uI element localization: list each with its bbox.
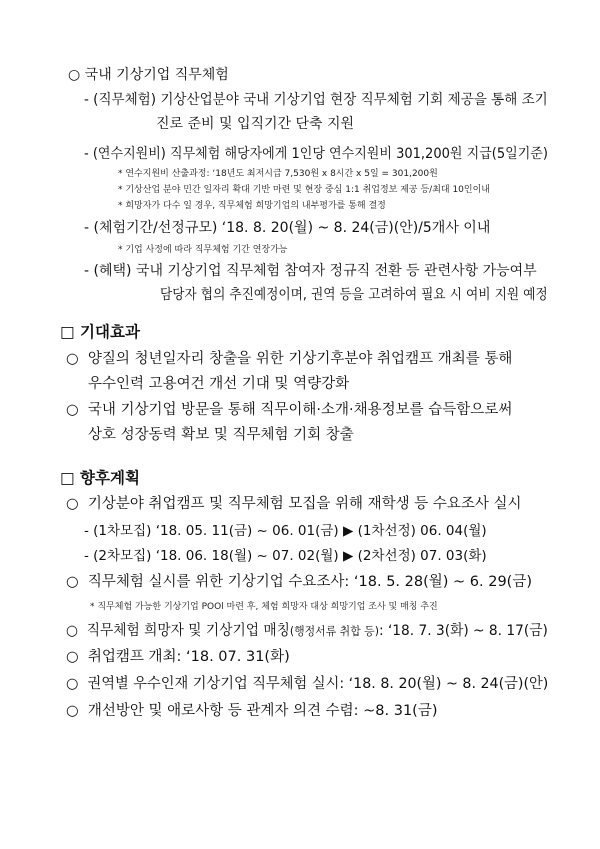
item-text: ‘18. 8. 20(월) ~ 8. 24(금)(안)/5개사 이내 — [217, 220, 491, 236]
bullet-icon: ○ — [66, 676, 79, 692]
note-selection: * 희망자가 다수 일 경우, 직무체험 희망기업의 내부평가를 통해 결정 — [118, 201, 386, 211]
item-text: 국내 기상기업 직무체험 참여자 정규직 전환 등 관련사항 가능여부 — [131, 263, 537, 279]
effect-text: 양질의 청년일자리 창출을 위한 기상기후분야 취업캠프 개최를 통해 — [87, 351, 513, 367]
item-label: - (직무체험) — [84, 92, 157, 108]
item-training-allowance — [84, 143, 548, 163]
plan-text: 취업캠프 개최: ‘18. 07. 31(화) — [87, 649, 290, 665]
effect-item-1 — [66, 347, 512, 368]
effect-item-2-cont: 상호 성장동력 확보 및 직무체험 기회 창출 — [88, 427, 354, 443]
section-3-title: □ 향후계획 — [60, 469, 140, 487]
bullet-icon: ○ — [66, 402, 79, 418]
plan-text-2: : ‘18. 7. 3(화) ~ 8. 17(금) — [378, 623, 548, 639]
item-job-experience-cont: 진로 준비 및 입직기간 단축 지원 — [156, 116, 355, 132]
item-label: - (혜택) — [84, 263, 132, 279]
plan-item-feedback — [66, 699, 438, 720]
plan-text: 직무체험 실시를 위한 기상기업 수요조사: ‘18. 5. 28(월) ~ 6. 29(금) — [87, 574, 532, 590]
item-text: 기상산업분야 국내 기상기업 현장 직무체험 기회 제공을 통해 조기 — [156, 92, 548, 108]
note-allowance-calc: * 연수지원비 산출과정: ‘18년도 최저시급 7,530원 x 8시간 x 5일 = 301,200원 — [118, 169, 438, 179]
plan-text: 직무체험 희망자 및 기상기업 매칭 — [86, 623, 290, 639]
bullet-icon: ○ — [66, 649, 79, 665]
note-extension: * 기업 사정에 따라 직무체험 기간 연장가능 — [118, 245, 288, 255]
plan-item-survey — [66, 492, 522, 513]
item-period-scale — [84, 217, 490, 237]
item-benefit-cont: 담당자 협의 추진예정이며, 권역 등을 고려하여 필요 시 여비 지원 예정 — [160, 287, 548, 303]
bullet-icon: ○ — [66, 623, 78, 639]
plan-sub-round-1: - (1차모집) ‘18. 05. 11(금) ~ 06. 01(금) ▶ (1차선정) 06. 04(월) — [84, 523, 487, 539]
item-text: 직무체험 해당자에게 — [165, 146, 288, 162]
effect-item-1-cont: 우수인력 고용여건 개선 기대 및 역량강화 — [88, 376, 350, 392]
plan-item-regional — [66, 672, 548, 693]
section-1-heading: ○ 국내 기상기업 직무체험 — [68, 67, 229, 83]
plan-sub-round-2: - (2차모집) ‘18. 06. 18(월) ~ 07. 02(월) ▶ (2차선정) 07. 03(화) — [84, 548, 487, 564]
plan-item-demand-survey — [66, 570, 532, 591]
section-2-title: □ 기대효과 — [60, 323, 140, 341]
item-text-2: 1인당 연수지원비 301,200원 지급(5일기준) — [287, 146, 548, 162]
note-job-expansion: * 기상산업 분야 민간 일자리 확대 기반 마련 및 현장 중심 1:1 취업정보 제공 등/최대 10인이내 — [118, 185, 490, 195]
bullet-icon: ○ — [66, 703, 79, 719]
item-label: - (연수지원비) — [84, 146, 166, 162]
effect-item-2 — [66, 398, 512, 419]
plan-text-small: (행정서류 취합 등) — [289, 624, 379, 638]
item-benefit — [84, 260, 537, 280]
item-label: - (체험기간/선정규모) — [84, 220, 218, 236]
plan-text: 개선방안 및 애로사항 등 관계자 의견 수렴: ~8. 31(금) — [87, 703, 438, 719]
note-pool: * 직무체험 가능한 기상기업 POOl 마련 후, 체험 희망자 대상 희망기업 조사 및 매칭 추진 — [90, 602, 438, 612]
plan-item-camp — [66, 645, 290, 666]
bullet-icon: ○ — [66, 351, 79, 367]
plan-item-matching — [66, 619, 548, 640]
bullet-icon: ○ — [66, 496, 79, 512]
bullet-icon: ○ — [66, 574, 79, 590]
plan-text: 기상분야 취업캠프 및 직무체험 모집을 위해 재학생 등 수요조사 실시 — [87, 496, 522, 512]
plan-text: 권역별 우수인재 기상기업 직무체험 실시: ‘18. 8. 20(월) ~ 8. 24(금)(안) — [87, 676, 549, 692]
effect-text: 국내 기상기업 방문을 통해 직무이해·소개·채용정보를 습득함으로써 — [87, 402, 513, 418]
item-job-experience — [84, 89, 548, 109]
